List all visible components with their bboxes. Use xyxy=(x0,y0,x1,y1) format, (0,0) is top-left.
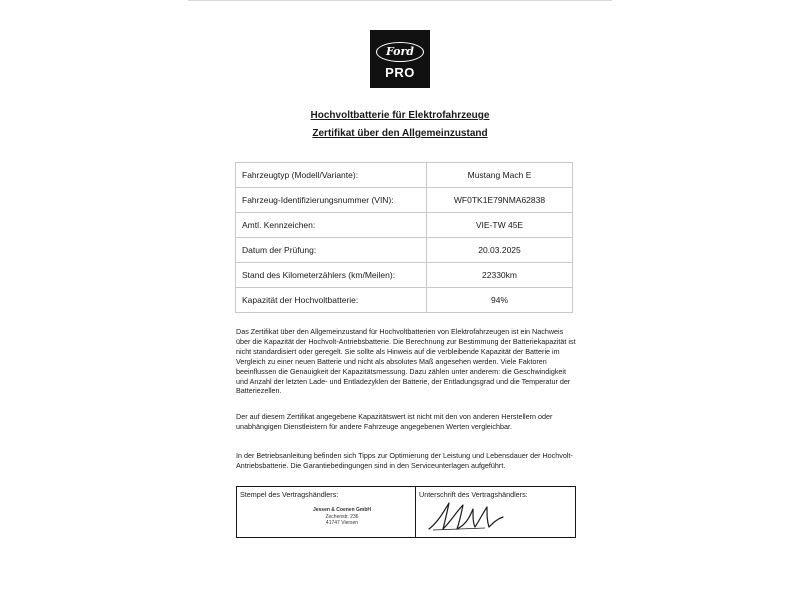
ford-pro-logo xyxy=(370,30,430,88)
stamp-label: Stempel des Vertragshändlers: xyxy=(240,490,339,499)
stamp-line: Zechenstr. 236 xyxy=(325,513,359,520)
table-row xyxy=(236,188,573,213)
row-label: Stand des Kilometerzählers (km/Meilen): xyxy=(236,263,427,288)
row-label: Kapazität der Hochvoltbatterie: xyxy=(236,288,427,313)
document-title: Hochvoltbatterie für Elektrofahrzeuge xyxy=(310,110,490,121)
row-label: Amtl. Kennzeichen: xyxy=(236,213,427,238)
table-row xyxy=(236,238,573,263)
row-value: Mustang Mach E xyxy=(427,163,573,188)
row-value: 94% xyxy=(427,288,573,313)
table-row xyxy=(236,213,573,238)
table-row xyxy=(236,288,573,313)
logo-pro-text: PRO xyxy=(385,65,415,80)
comparability-paragraph: Der auf diesem Zertifikat angegebene Kapazitätswert ist nicht mit den von anderen Herstellern oder unabhängigen Dienstleistern für andere Fahrzeuge angegebenen Werten vergleichbar. xyxy=(236,412,553,431)
row-label: Fahrzeug-Identifizierungsnummer (VIN): xyxy=(236,188,427,213)
stamp-line: 41747 Viersen xyxy=(325,520,359,526)
vehicle-data-table xyxy=(235,162,573,313)
dealer-stamp xyxy=(277,507,407,527)
handwritten-signature-icon xyxy=(427,499,517,533)
row-label: Fahrzeugtyp (Modell/Variante): xyxy=(236,163,427,188)
document-subtitle: Zertifikat über den Allgemeinzustand xyxy=(312,128,488,139)
table-row xyxy=(236,163,573,188)
row-label: Datum der Prüfung: xyxy=(236,238,427,263)
signature-divider xyxy=(415,487,416,537)
disclaimer-paragraph: Das Zertifikat über den Allgemeinzustand für Hochvoltbatterien von Elektrofahrzeugen ist ein Nachweis über die Kapazität der Hochvolt-Antriebsbatterie. Die Berechnung zur Bestimmung der Batteriekapazität ist nicht standardisiert oder geregelt. Sie sollte als Hinweis auf die verbleibende Kapazität der Batterie im Vergleich zu einer neuen Batterie und nicht als absolutes Maß angesehen werden. Viele Faktoren beeinflussen die Genauigkeit der Kapazitätsmessung. Dazu zählen unter anderem: die Geschwindigkeit und Anzahl der letzten Lade- und Entladezyklen der Batterie, der Entladungsgrad und die Temperatur der Batteriezellen. xyxy=(236,327,576,396)
signature-box xyxy=(236,486,576,538)
row-value: VIE-TW 45E xyxy=(427,213,573,238)
row-value: 20.03.2025 xyxy=(427,238,573,263)
stamp-line: Jessen & Coenen GmbH xyxy=(312,507,372,513)
ford-oval-icon: Ford xyxy=(376,42,424,62)
table-row xyxy=(236,263,573,288)
manual-paragraph: In der Betriebsanleitung befinden sich Tipps zur Optimierung der Leistung und Lebensdauer der Hochvolt-Antriebsbatterie. Die Garantiebedingungen sind in den Serviceunterlagen aufgeführt. xyxy=(236,451,573,470)
row-value: WF0TK1E79NMA62838 xyxy=(427,188,573,213)
signature-label: Unterschrift des Vertragshändlers: xyxy=(419,490,528,499)
row-value: 22330km xyxy=(427,263,573,288)
top-divider xyxy=(188,0,612,1)
